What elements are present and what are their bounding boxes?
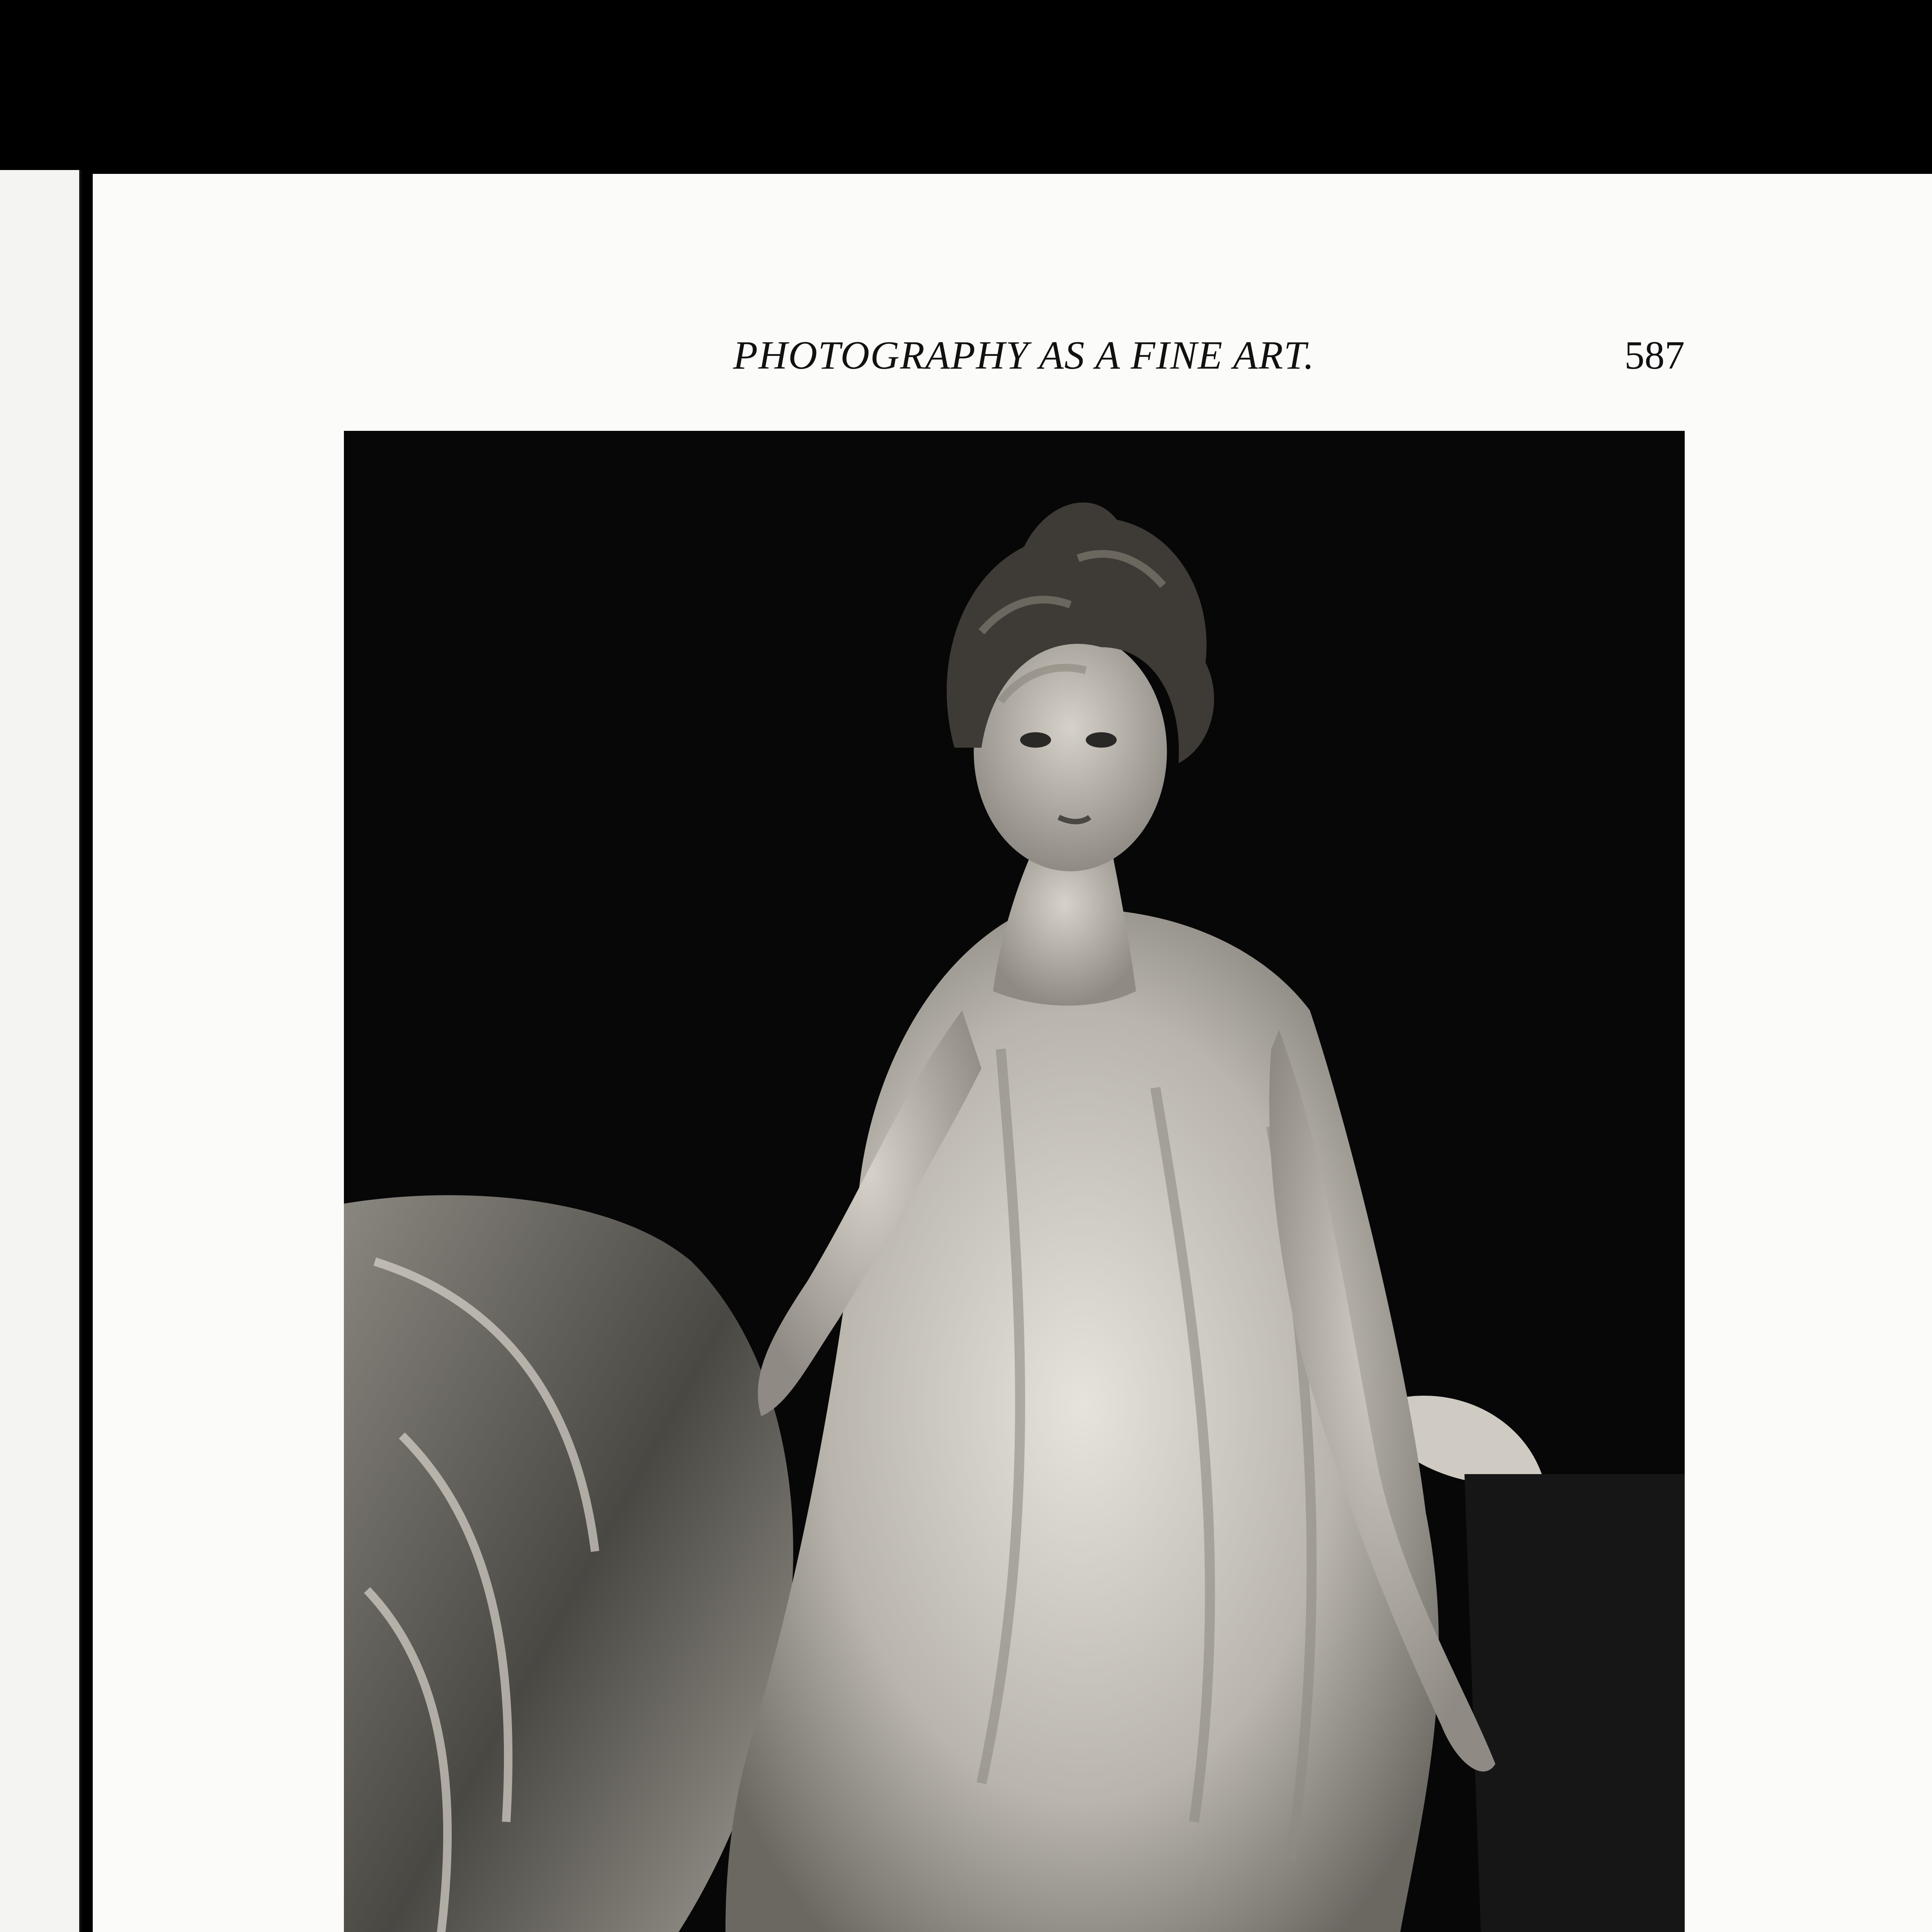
previous-page-edge bbox=[0, 170, 82, 1932]
running-title: PHOTOGRAPHY AS A FINE ART. bbox=[733, 333, 1315, 378]
patterned-rug bbox=[1464, 1474, 1685, 1932]
photograph-plate bbox=[344, 431, 1685, 1932]
meditation-photograph bbox=[344, 431, 1685, 1932]
page-number: 587 bbox=[1624, 333, 1685, 378]
draped-couch bbox=[344, 1195, 793, 1932]
